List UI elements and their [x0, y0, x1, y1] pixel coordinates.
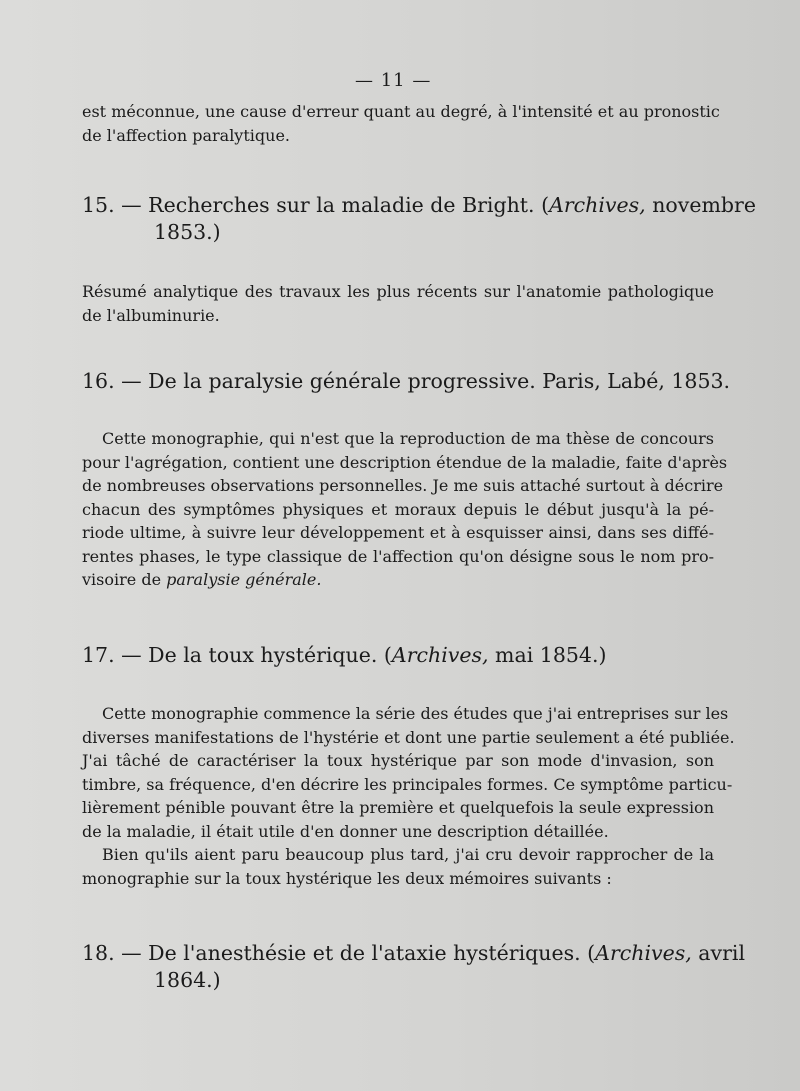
text-line: de nombreuses observations personnelles. Je me suis attaché surtout à décrire	[82, 476, 724, 495]
section-15-heading	[82, 192, 756, 246]
text-line: pour l'agrégation, contient une description étendue de la maladie, faite d'après	[82, 452, 728, 472]
text-line: Cette monographie commence la série des études que j'ai entreprises sur les	[102, 704, 729, 723]
page-number: — 11 —	[355, 70, 432, 91]
section-17-body	[82, 702, 735, 890]
section-16-heading	[82, 368, 731, 395]
text-line: chacun des symptômes physiques et moraux depuis le début jusqu'à la pé-	[82, 499, 714, 519]
heading-number: 17.	[82, 643, 115, 667]
text-line: timbre, sa fréquence, d'en décrire les principales formes. Ce symptôme particu-	[82, 774, 733, 794]
intro-paragraph	[82, 100, 720, 147]
heading-line: 16. — De la paralysie générale progressive. Paris, Labé, 1853.	[82, 369, 731, 393]
text-line: visoire de paralysie générale.	[82, 570, 322, 589]
text-line: Cette monographie, qui n'est que la reproduction de ma thèse de concours	[102, 429, 714, 448]
text-line: riode ultime, à suivre leur développement et à esquisser ainsi, dans ses diffé-	[82, 523, 714, 542]
text-line: est méconnue, une cause d'erreur quant au degré, à l'intensité et au pronostic	[82, 102, 720, 121]
section-17-heading	[82, 642, 714, 669]
text-line: de l'albuminurie.	[82, 305, 220, 325]
text-line: de l'affection paralytique.	[82, 125, 290, 145]
heading-number: 18.	[82, 941, 115, 965]
heading-line: 1864.)	[154, 968, 221, 992]
text-line: de la maladie, il était utile d'en donner une description détaillée.	[82, 821, 609, 841]
text-line: rentes phases, le type classique de l'affection qu'on désigne sous le nom pro-	[82, 546, 714, 566]
heading-number: 16.	[82, 369, 115, 393]
journal-title: Archives,	[549, 193, 646, 217]
italic-term: paralysie générale.	[166, 570, 322, 589]
text-line: J'ai tâché de caractériser la toux hystérique par son mode d'invasion, son	[82, 751, 714, 770]
heading-line: 1853.)	[154, 220, 221, 244]
heading-line: 18. — De l'anesthésie et de l'ataxie hystériques. (Archives, avril	[82, 941, 745, 965]
journal-title: Archives,	[595, 941, 692, 965]
journal-title: Archives,	[391, 643, 489, 667]
heading-number: 15.	[82, 193, 115, 217]
text-line: diverses manifestations de l'hystérie et dont une partie seulement a été publiée.	[82, 727, 735, 747]
text-line: monographie sur la toux hystérique les deux mémoires suivants :	[82, 868, 612, 888]
section-18-heading	[82, 940, 745, 994]
text-line: Résumé analytique des travaux les plus récents sur l'anatomie pathologique	[82, 282, 714, 301]
section-15-body	[82, 280, 714, 327]
heading-line: 15. — Recherches sur la maladie de Bright. (Archives, novembre	[82, 193, 756, 217]
heading-line: 17. — De la toux hystérique. (Archives, mai 1854.)	[82, 643, 607, 667]
text-line: lièrement pénible pouvant être la première et quelquefois la seule expression	[82, 798, 714, 817]
text-line: Bien qu'ils aient paru beaucoup plus tard, j'ai cru devoir rapprocher de la	[102, 845, 714, 864]
section-16-body	[82, 427, 728, 592]
